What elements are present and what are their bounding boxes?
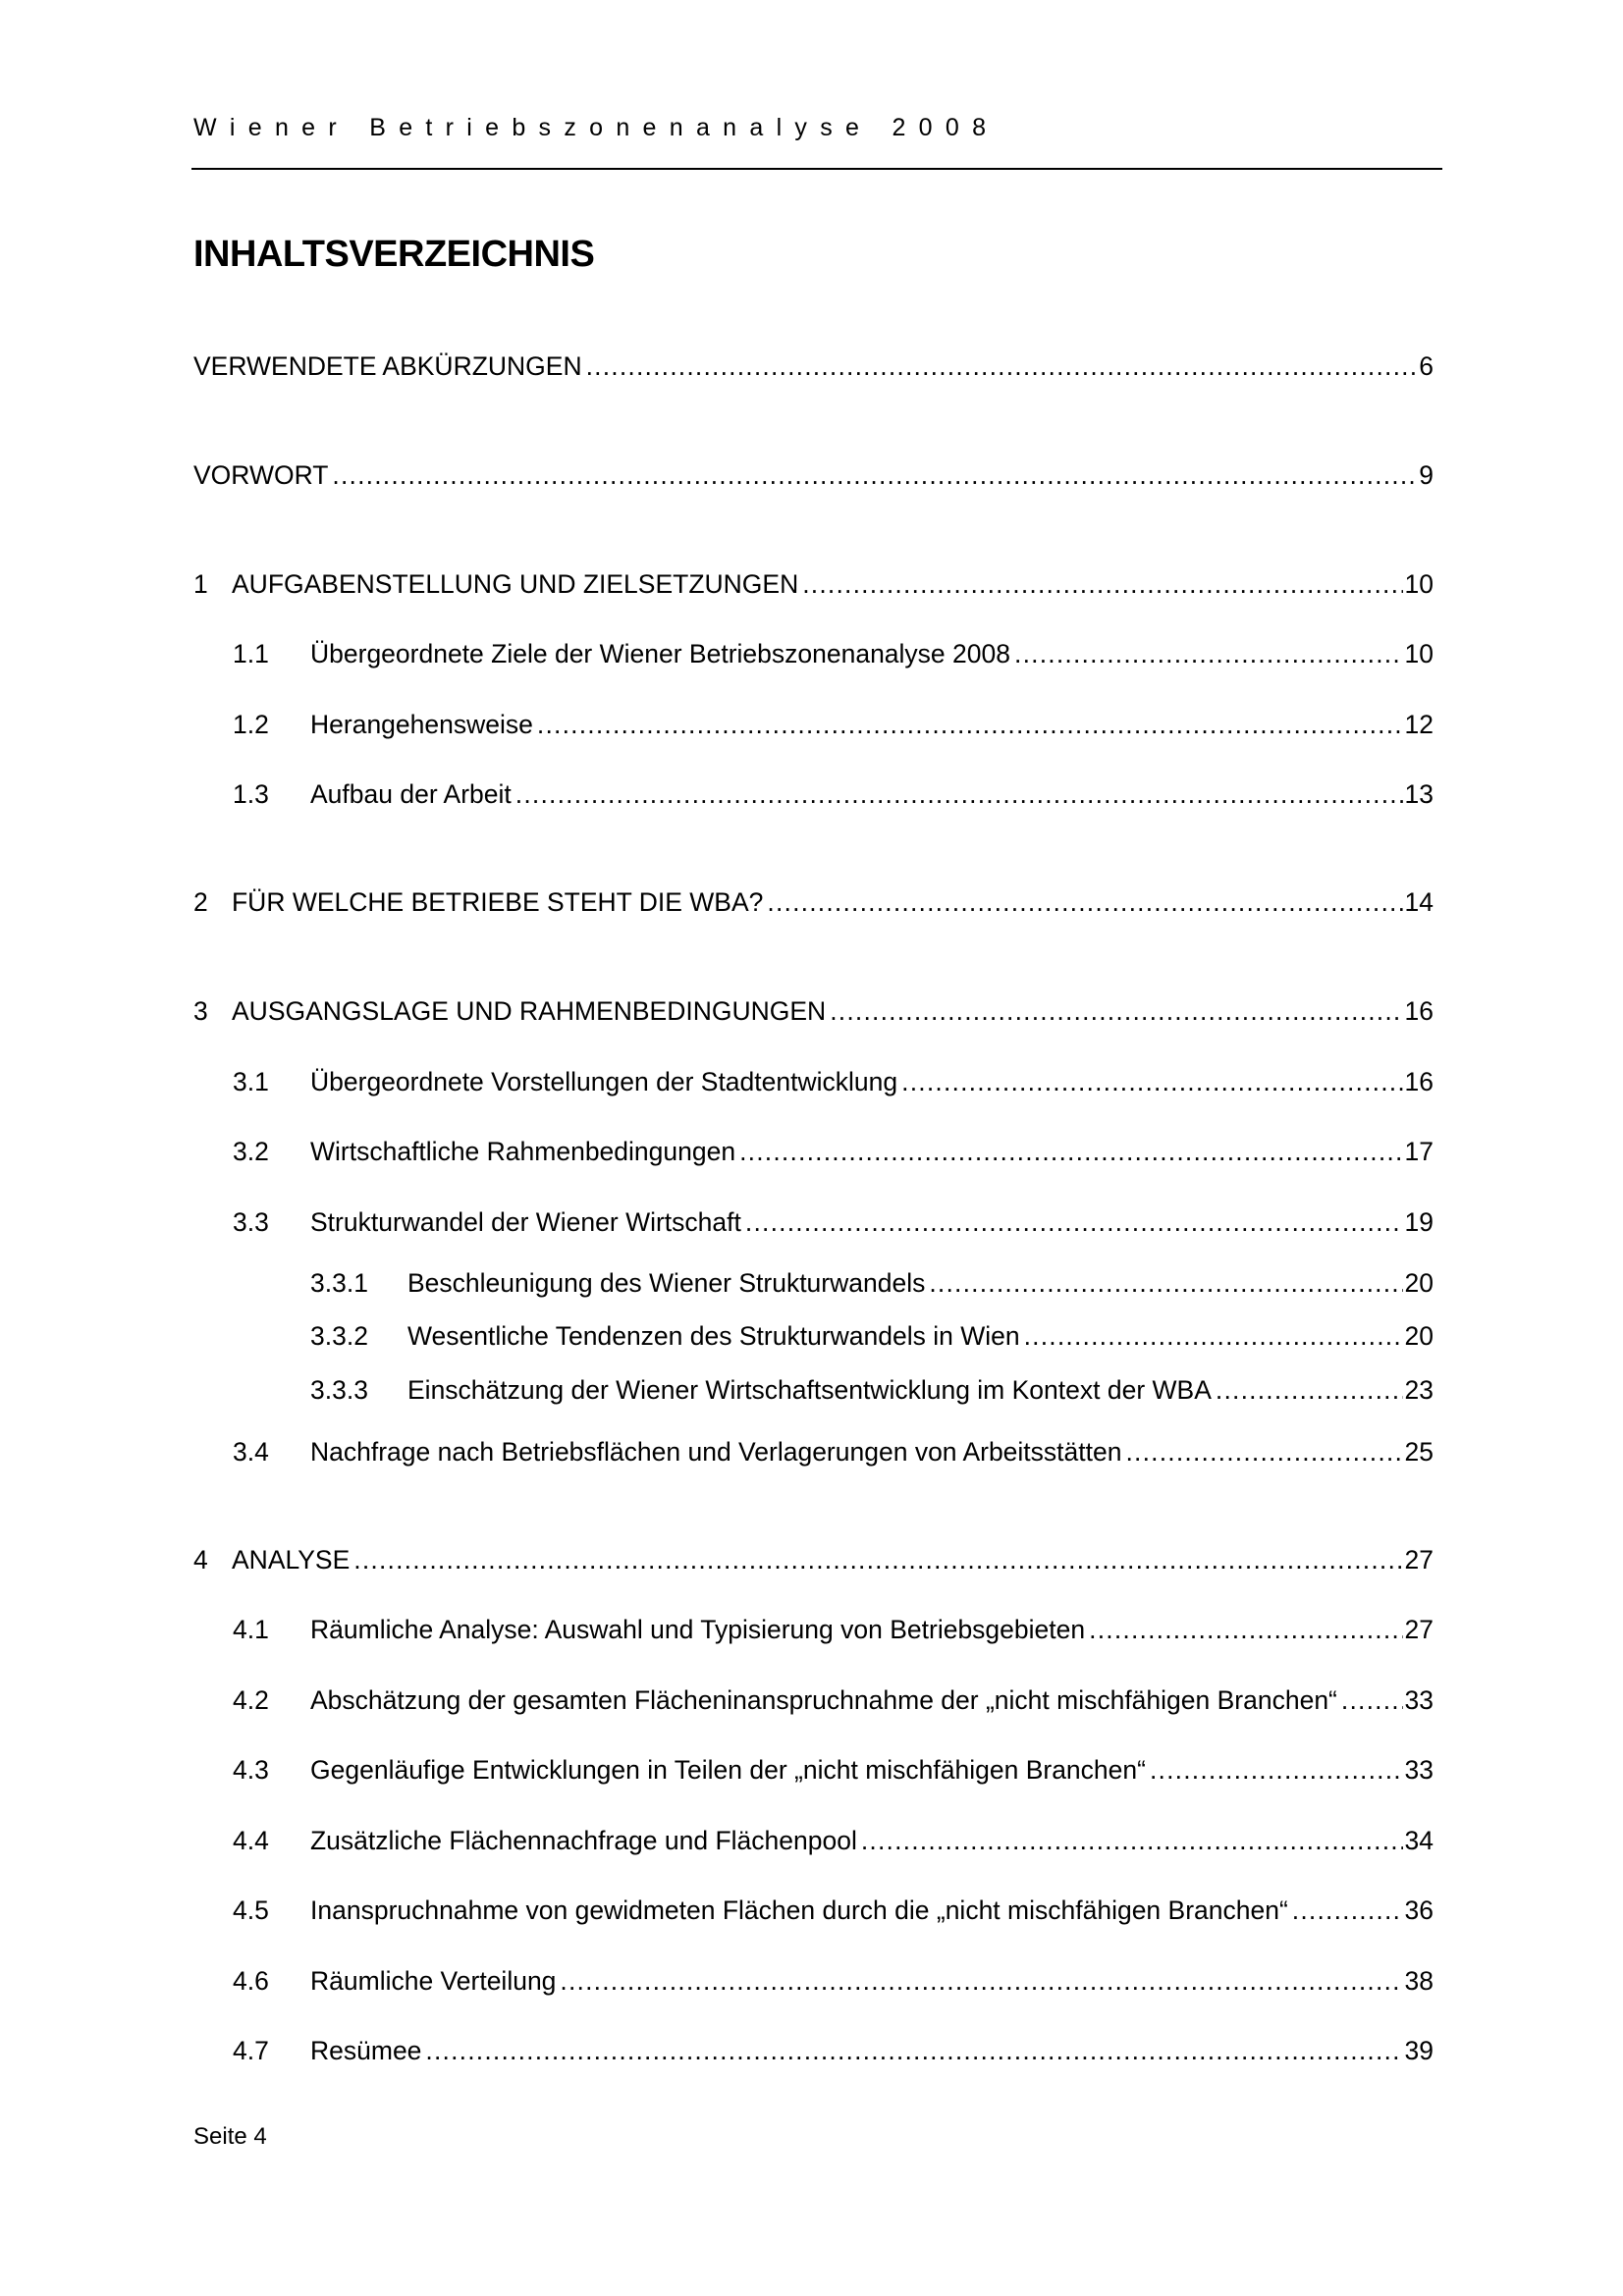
toc-entry-number: 3.3.3 (310, 1375, 368, 1405)
dot-leader (802, 569, 1402, 600)
dot-leader (1150, 1755, 1403, 1786)
toc-entry-title: Abschätzung der gesamten Flächeninanspruchnahme der „nicht mischfähigen Branchen“ (310, 1685, 1337, 1715)
toc-entry[interactable] (193, 996, 1434, 1032)
toc-entry-number: 4.4 (233, 1826, 269, 1855)
toc-entry-title: Gegenläufige Entwicklungen in Teilen der „nicht mischfähigen Branchen“ (310, 1755, 1146, 1785)
toc-entry[interactable] (233, 1207, 1434, 1243)
toc-entry-title: Zusätzliche Flächennachfrage und Flächenpool (310, 1826, 857, 1855)
dot-leader (515, 779, 1403, 810)
toc-entry[interactable] (233, 1437, 1434, 1472)
toc-entry-title: Strukturwandel der Wiener Wirtschaft (310, 1207, 741, 1237)
toc-entry-page: 27 (1404, 1545, 1434, 1575)
toc-entry-number: 1.2 (233, 710, 269, 739)
toc-entry-title: AUSGANGSLAGE UND RAHMENBEDINGUNGEN (232, 996, 827, 1026)
toc-entry-page: 38 (1404, 1966, 1434, 1996)
toc-entry-title: Übergeordnete Ziele der Wiener Betriebszonenanalyse 2008 (310, 639, 1010, 668)
toc-entry-title: Räumliche Verteilung (310, 1966, 557, 1996)
toc-entry-page: 9 (1419, 460, 1434, 490)
page-number: Seite 4 (193, 2123, 267, 2150)
toc-entry-number: 3.3.1 (310, 1268, 368, 1298)
toc-entry-number: 3.3.2 (310, 1321, 368, 1351)
dot-leader (739, 1137, 1402, 1167)
dot-leader (1125, 1437, 1402, 1468)
toc-entry-title: Wirtschaftliche Rahmenbedingungen (310, 1137, 736, 1166)
toc-entry-title: Resümee (310, 2036, 422, 2065)
toc-entry-page: 27 (1404, 1615, 1434, 1644)
toc-entry[interactable] (233, 1755, 1434, 1790)
toc-entry[interactable] (193, 887, 1434, 923)
toc-entry-page: 17 (1404, 1137, 1434, 1166)
running-header: Wiener Betriebszonenanalyse 2008 (193, 114, 1000, 141)
dot-leader (586, 351, 1418, 382)
toc-entry-title: Wesentliche Tendenzen des Strukturwandels in Wien (407, 1321, 1020, 1351)
toc-entry-number: 3.2 (233, 1137, 269, 1166)
toc-entry[interactable] (310, 1268, 1434, 1304)
toc-entry-page: 23 (1404, 1375, 1434, 1405)
toc-entry-title: Einschätzung der Wiener Wirtschaftsentwicklung im Kontext der WBA (407, 1375, 1212, 1405)
toc-entry-number: 4 (193, 1545, 208, 1575)
toc-entry-number: 1.3 (233, 779, 269, 809)
toc-entry-title: AUFGABENSTELLUNG UND ZIELSETZUNGEN (232, 569, 799, 599)
toc-entry[interactable] (193, 351, 1434, 387)
toc-entry-page: 13 (1404, 779, 1434, 809)
toc-entry-number: 4.5 (233, 1896, 269, 1925)
dot-leader (1341, 1685, 1403, 1716)
dot-leader (332, 460, 1417, 491)
toc-entry[interactable] (233, 1896, 1434, 1931)
toc-entry-title: ANALYSE (232, 1545, 351, 1575)
toc-entry-number: 1.1 (233, 639, 269, 668)
toc-entry-title: FÜR WELCHE BETRIEBE STEHT DIE WBA? (232, 887, 764, 917)
toc-entry-page: 25 (1404, 1437, 1434, 1467)
toc-entry-page: 6 (1419, 351, 1434, 381)
toc-entry-title: Übergeordnete Vorstellungen der Stadtentwicklung (310, 1067, 898, 1096)
dot-leader (1014, 639, 1403, 669)
toc-entry-number: 4.1 (233, 1615, 269, 1644)
toc-entry-title: Räumliche Analyse: Auswahl und Typisierung von Betriebsgebieten (310, 1615, 1086, 1644)
dot-leader (425, 2036, 1402, 2066)
toc-entry[interactable] (193, 569, 1434, 605)
toc-entry[interactable] (233, 1137, 1434, 1172)
toc-entry[interactable] (233, 1826, 1434, 1861)
toc-entry-page: 12 (1404, 710, 1434, 739)
dot-leader (560, 1966, 1402, 1997)
toc-entry[interactable] (233, 710, 1434, 745)
dot-leader (1024, 1321, 1403, 1352)
toc-entry-title: Herangehensweise (310, 710, 533, 739)
toc-entry-page: 36 (1404, 1896, 1434, 1925)
toc-entry-title: VORWORT (193, 460, 329, 490)
toc-entry[interactable] (233, 1615, 1434, 1650)
dot-leader (767, 887, 1402, 918)
dot-leader (353, 1545, 1402, 1575)
toc-entry[interactable] (233, 2036, 1434, 2071)
toc-entry-title: Beschleunigung des Wiener Strukturwandels (407, 1268, 926, 1298)
toc-entry-page: 33 (1404, 1685, 1434, 1715)
toc-entry-page: 33 (1404, 1755, 1434, 1785)
toc-entry-number: 1 (193, 569, 208, 599)
toc-entry[interactable] (233, 1067, 1434, 1102)
toc-entry[interactable] (193, 460, 1434, 496)
toc-entry[interactable] (193, 1545, 1434, 1580)
toc-entry[interactable] (233, 779, 1434, 815)
toc-entry-page: 10 (1404, 569, 1434, 599)
toc-heading: INHALTSVERZEICHNIS (193, 234, 595, 275)
toc-entry-number: 4.7 (233, 2036, 269, 2065)
header-rule (191, 168, 1442, 170)
toc-entry-number: 3 (193, 996, 208, 1026)
toc-entry-number: 3.4 (233, 1437, 269, 1467)
dot-leader (929, 1268, 1402, 1299)
toc-entry-page: 10 (1404, 639, 1434, 668)
toc-entry[interactable] (310, 1321, 1434, 1357)
toc-entry[interactable] (310, 1375, 1434, 1411)
toc-entry-title: Inanspruchnahme von gewidmeten Flächen durch die „nicht mischfähigen Branchen“ (310, 1896, 1288, 1925)
dot-leader (901, 1067, 1402, 1097)
dot-leader (1089, 1615, 1402, 1645)
toc-entry-number: 4.2 (233, 1685, 269, 1715)
toc-entry-title: Nachfrage nach Betriebsflächen und Verlagerungen von Arbeitsstätten (310, 1437, 1122, 1467)
dot-leader (861, 1826, 1403, 1856)
toc-entry-page: 39 (1404, 2036, 1434, 2065)
toc-entry-number: 4.3 (233, 1755, 269, 1785)
toc-entry-page: 14 (1404, 887, 1434, 917)
toc-entry-number: 4.6 (233, 1966, 269, 1996)
toc-entry-title: Aufbau der Arbeit (310, 779, 512, 809)
dot-leader (1292, 1896, 1403, 1926)
toc-entry-page: 34 (1404, 1826, 1434, 1855)
toc-entry-title: VERWENDETE ABKÜRZUNGEN (193, 351, 582, 381)
dot-leader (537, 710, 1403, 740)
toc-entry-number: 3.3 (233, 1207, 269, 1237)
toc-entry-number: 3.1 (233, 1067, 269, 1096)
toc-entry-page: 20 (1404, 1321, 1434, 1351)
dot-leader (1216, 1375, 1403, 1406)
toc-entry-page: 20 (1404, 1268, 1434, 1298)
dot-leader (745, 1207, 1403, 1238)
toc-entry-page: 16 (1404, 1067, 1434, 1096)
toc-entry[interactable] (233, 639, 1434, 674)
toc-entry-page: 16 (1404, 996, 1434, 1026)
toc-entry[interactable] (233, 1685, 1434, 1721)
toc-entry[interactable] (233, 1966, 1434, 2002)
dot-leader (830, 996, 1402, 1027)
toc-entry-page: 19 (1404, 1207, 1434, 1237)
toc-entry-number: 2 (193, 887, 208, 917)
